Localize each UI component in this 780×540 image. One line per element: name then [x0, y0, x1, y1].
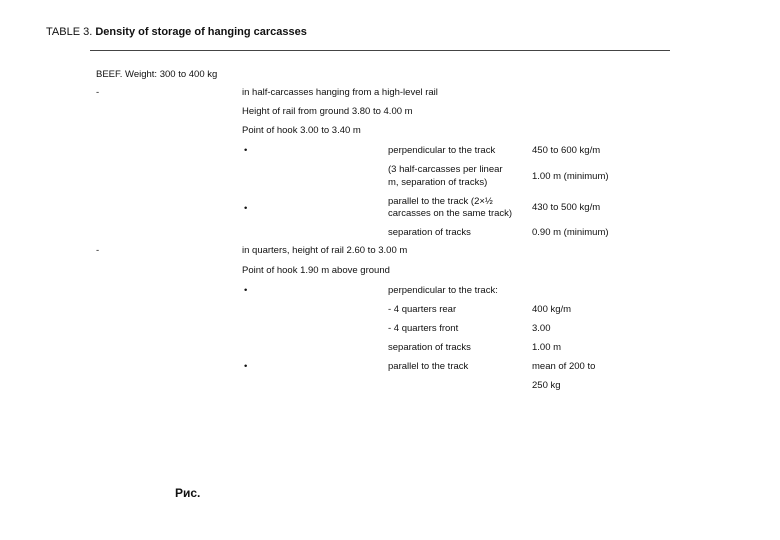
section2-bullet2-value-line1: mean of 200 to [532, 361, 596, 372]
section2-bullet1-marker: • [244, 285, 248, 296]
section1-bullet2-marker: • [244, 203, 248, 214]
section1-dash: - [96, 87, 100, 98]
section1-bullet1-sub-value: 1.00 m (minimum) [532, 171, 609, 182]
section1-bullet2-value: 430 to 500 kg/m [532, 202, 601, 213]
section2-hook-point: Point of hook 1.90 m above ground [242, 265, 390, 276]
section1-bullet1-value: 450 to 600 kg/m [532, 145, 601, 156]
section2-bullet1-label: perpendicular to the track: [388, 285, 498, 296]
section1-rail-height: Height of rail from ground 3.80 to 4.00 m [242, 106, 413, 117]
section2-row-label: - 4 quarters rear [388, 304, 457, 315]
section2-row-value: 400 kg/m [532, 304, 572, 315]
section2-row-label: - 4 quarters front [388, 323, 459, 334]
section2-row-value: 3.00 [532, 323, 551, 334]
section2-bullet2-marker: • [244, 361, 248, 372]
section1-bullet1-sub-label-line1: (3 half-carcasses per linear [388, 164, 503, 175]
section1-bullet2-label-line1: parallel to the track (2×½ [388, 196, 493, 207]
section1-bullet1-marker: • [244, 145, 248, 156]
title-divider [90, 50, 670, 51]
table-title [46, 26, 307, 39]
figure-label: Рис. [175, 486, 201, 500]
section2-row-value: 1.00 m [532, 342, 562, 353]
beef-heading: BEEF. Weight: 300 to 400 kg [96, 69, 218, 80]
section2-row-label: separation of tracks [388, 342, 471, 353]
table-title-prefix: TABLE 3. [46, 26, 93, 38]
section1-hook-point: Point of hook 3.00 to 3.40 m [242, 125, 361, 136]
section2-bullet2-label: parallel to the track [388, 361, 469, 372]
section1-heading: in half-carcasses hanging from a high-level rail [242, 87, 438, 98]
section2-bullet2-value-line2: 250 kg [532, 380, 561, 391]
section1-bullet1-label: perpendicular to the track [388, 145, 496, 156]
section1-bullet2-label-line2: carcasses on the same track) [388, 208, 513, 219]
table-title-text: Density of storage of hanging carcasses [95, 26, 307, 38]
section1-bullet2-sub-value: 0.90 m (minimum) [532, 227, 609, 238]
section1-bullet1-sub-label-line2: m, separation of tracks) [388, 177, 488, 188]
section2-heading: in quarters, height of rail 2.60 to 3.00 m [242, 245, 408, 256]
section2-dash: - [96, 245, 100, 256]
section1-bullet2-sub-label: separation of tracks [388, 227, 471, 238]
